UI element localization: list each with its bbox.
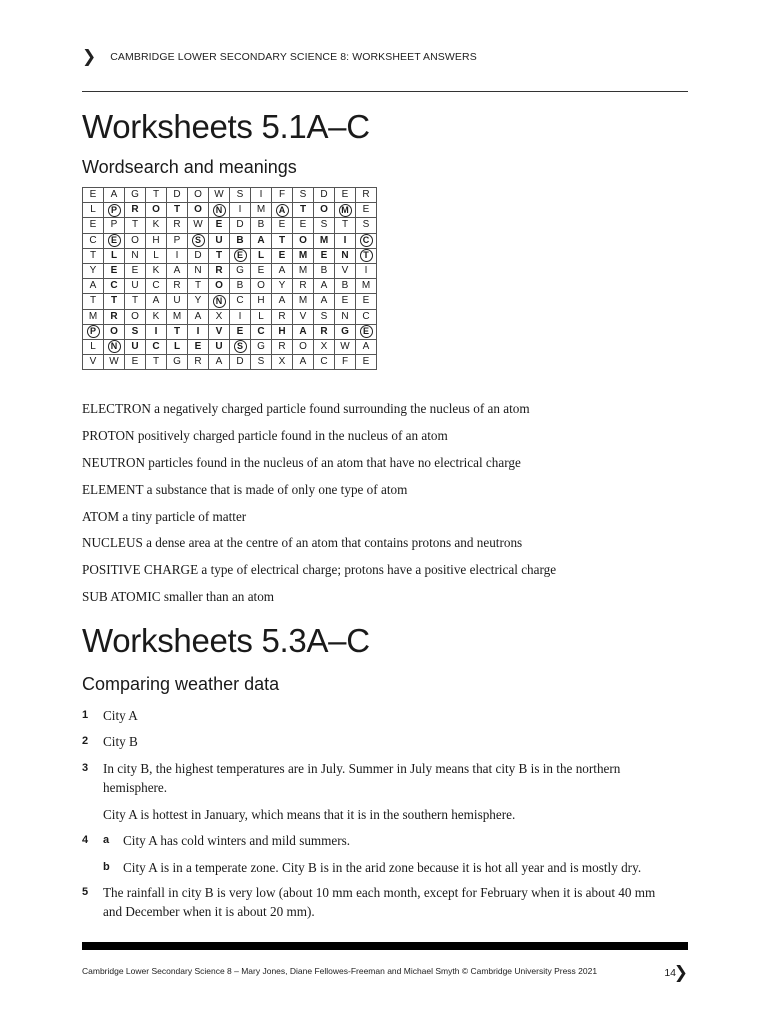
- wordsearch-cell: [104, 339, 125, 354]
- wordsearch-cell: C: [83, 233, 104, 248]
- definition-item: ELEMENT a substance that is made of only one type of atom: [82, 481, 408, 497]
- wordsearch-cell: R: [125, 203, 146, 218]
- wordsearch-cell: L: [146, 248, 167, 263]
- wordsearch-cell: M: [167, 309, 188, 324]
- wordsearch-cell: F: [272, 188, 293, 203]
- wordsearch-cell: I: [335, 233, 356, 248]
- header-title: CAMBRIDGE LOWER SECONDARY SCIENCE 8: WORKSHEET ANSWERS: [110, 51, 477, 63]
- definition-item: SUB ATOMIC smaller than an atom: [82, 589, 275, 605]
- wordsearch-cell: R: [272, 339, 293, 354]
- definition-item: PROTON positively charged particle found in the nucleus of an atom: [82, 427, 448, 443]
- wordsearch-cell: [335, 203, 356, 218]
- wordsearch-cell: C: [314, 355, 335, 370]
- wordsearch-cell: G: [167, 355, 188, 370]
- wordsearch-cell: O: [125, 309, 146, 324]
- definition-item: POSITIVE CHARGE a type of electrical charge; protons have a positive electrical charge: [82, 562, 557, 578]
- wordsearch-cell: R: [104, 309, 125, 324]
- circled-letter: T: [360, 249, 373, 262]
- wordsearch-cell: T: [125, 218, 146, 233]
- wordsearch-cell: A: [356, 339, 377, 354]
- wordsearch-cell: K: [146, 309, 167, 324]
- wordsearch-cell: T: [146, 355, 167, 370]
- wordsearch-cell: A: [146, 294, 167, 309]
- wordsearch-cell: U: [209, 233, 230, 248]
- wordsearch-cell: [356, 324, 377, 339]
- section-subtitle: Comparing weather data: [82, 674, 280, 694]
- wordsearch-cell: A: [314, 279, 335, 294]
- wordsearch-cell: U: [125, 279, 146, 294]
- wordsearch-row: [83, 263, 377, 278]
- wordsearch-cell: T: [188, 279, 209, 294]
- section-title: Worksheets 5.1A–C: [82, 108, 370, 145]
- wordsearch-cell: C: [146, 339, 167, 354]
- wordsearch-cell: [188, 233, 209, 248]
- wordsearch-cell: D: [230, 218, 251, 233]
- wordsearch-cell: S: [314, 309, 335, 324]
- wordsearch-cell: L: [167, 339, 188, 354]
- wordsearch-cell: G: [251, 339, 272, 354]
- definition-item: ATOM a tiny particle of matter: [82, 508, 247, 524]
- wordsearch-cell: [83, 324, 104, 339]
- answer-number: 1: [82, 709, 89, 721]
- wordsearch-row: [83, 203, 377, 218]
- wordsearch-cell: S: [230, 188, 251, 203]
- wordsearch-cell: T: [167, 324, 188, 339]
- wordsearch-cell: E: [104, 263, 125, 278]
- wordsearch-cell: E: [83, 188, 104, 203]
- wordsearch-row: [83, 355, 377, 370]
- wordsearch-row: [83, 324, 377, 339]
- wordsearch-cell: E: [335, 294, 356, 309]
- wordsearch-cell: Y: [272, 279, 293, 294]
- wordsearch-cell: M: [251, 203, 272, 218]
- page-footer: [82, 964, 688, 986]
- wordsearch-cell: R: [293, 279, 314, 294]
- answer-text: City A is in a temperate zone. City B is in the arid zone because it is hot all year and is mostly dry.: [123, 860, 642, 875]
- wordsearch-cell: W: [104, 355, 125, 370]
- wordsearch-cell: A: [293, 324, 314, 339]
- wordsearch-cell: R: [356, 188, 377, 203]
- wordsearch-cell: [230, 248, 251, 263]
- wordsearch-cell: M: [293, 294, 314, 309]
- wordsearch-cell: R: [167, 279, 188, 294]
- wordsearch-cell: I: [251, 188, 272, 203]
- wordsearch-cell: U: [209, 339, 230, 354]
- wordsearch-cell: P: [167, 233, 188, 248]
- wordsearch-cell: N: [335, 248, 356, 263]
- wordsearch-cell: E: [272, 218, 293, 233]
- wordsearch-cell: O: [125, 233, 146, 248]
- wordsearch-cell: D: [188, 248, 209, 263]
- circled-letter: A: [276, 204, 289, 217]
- answer-text: The rainfall in city B is very low (about 10 mm each month, except for February when it is about 40 mm and December when it is about 20 mm).: [103, 885, 656, 919]
- answer-part-label: a: [103, 834, 110, 846]
- wordsearch-cell: [104, 233, 125, 248]
- wordsearch-cell: A: [188, 309, 209, 324]
- wordsearch-cell: O: [188, 188, 209, 203]
- wordsearch-cell: R: [272, 309, 293, 324]
- wordsearch-row: [83, 188, 377, 203]
- circled-letter: P: [87, 325, 100, 338]
- wordsearch-cell: E: [335, 188, 356, 203]
- wordsearch-cell: [209, 203, 230, 218]
- wordsearch-grid: [82, 187, 377, 370]
- wordsearch-cell: I: [167, 248, 188, 263]
- wordsearch-cell: O: [293, 233, 314, 248]
- wordsearch-cell: W: [188, 218, 209, 233]
- wordsearch-cell: Y: [188, 294, 209, 309]
- wordsearch-cell: O: [293, 339, 314, 354]
- circled-letter: N: [213, 295, 226, 308]
- wordsearch-cell: V: [335, 263, 356, 278]
- wordsearch-cell: A: [272, 263, 293, 278]
- answer-text: In city B, the highest temperatures are in July. Summer in July means that city B is in the northern hemisphere.: [103, 761, 621, 795]
- wordsearch-cell: A: [167, 263, 188, 278]
- wordsearch-cell: G: [335, 324, 356, 339]
- circled-letter: M: [339, 204, 352, 217]
- wordsearch-cell: L: [104, 248, 125, 263]
- circled-letter: S: [234, 340, 247, 353]
- wordsearch-cell: E: [251, 263, 272, 278]
- wordsearch-cell: E: [230, 324, 251, 339]
- wordsearch-cell: U: [125, 339, 146, 354]
- circled-letter: E: [234, 249, 247, 262]
- wordsearch-cell: T: [146, 188, 167, 203]
- wordsearch-cell: C: [230, 294, 251, 309]
- wordsearch-cell: N: [335, 309, 356, 324]
- answer-part-label: b: [103, 861, 110, 873]
- wordsearch-cell: G: [125, 188, 146, 203]
- wordsearch-cell: E: [356, 294, 377, 309]
- wordsearch-cell: T: [83, 248, 104, 263]
- wordsearch-cell: T: [167, 203, 188, 218]
- wordsearch-cell: I: [146, 324, 167, 339]
- circled-letter: P: [108, 204, 121, 217]
- wordsearch-cell: D: [167, 188, 188, 203]
- wordsearch-row: [83, 248, 377, 263]
- wordsearch-cell: X: [314, 339, 335, 354]
- wordsearch-cell: R: [209, 263, 230, 278]
- chevron-right-icon: ❯: [82, 47, 97, 67]
- wordsearch-cell: B: [314, 263, 335, 278]
- footer-citation: Cambridge Lower Secondary Science 8 – Mary Jones, Diane Fellowes-Freeman and Michael Smyth © Cambridge University Press 2021: [82, 966, 598, 976]
- wordsearch-cell: E: [209, 218, 230, 233]
- circled-letter: N: [213, 204, 226, 217]
- wordsearch-cell: O: [314, 203, 335, 218]
- wordsearch-cell: E: [188, 339, 209, 354]
- wordsearch-cell: [104, 203, 125, 218]
- wordsearch-cell: B: [230, 233, 251, 248]
- wordsearch-cell: A: [272, 294, 293, 309]
- wordsearch-cell: I: [230, 309, 251, 324]
- circled-letter: S: [192, 234, 205, 247]
- wordsearch-cell: T: [104, 294, 125, 309]
- wordsearch-cell: K: [146, 263, 167, 278]
- chevron-right-icon[interactable]: ❯: [673, 963, 688, 983]
- circled-letter: E: [108, 234, 121, 247]
- wordsearch-cell: X: [209, 309, 230, 324]
- wordsearch-row: [83, 279, 377, 294]
- wordsearch-cell: [230, 339, 251, 354]
- wordsearch-cell: L: [83, 339, 104, 354]
- wordsearch-cell: [209, 294, 230, 309]
- wordsearch-cell: K: [146, 218, 167, 233]
- circled-letter: E: [360, 325, 373, 338]
- wordsearch-cell: D: [314, 188, 335, 203]
- wordsearch-cell: I: [188, 324, 209, 339]
- wordsearch-cell: L: [251, 309, 272, 324]
- wordsearch-cell: V: [209, 324, 230, 339]
- wordsearch-cell: H: [251, 294, 272, 309]
- wordsearch-cell: M: [356, 279, 377, 294]
- wordsearch-row: [83, 294, 377, 309]
- answer-text: City B: [103, 734, 138, 749]
- section-title: Worksheets 5.3A–C: [82, 622, 370, 659]
- wordsearch-cell: T: [125, 294, 146, 309]
- wordsearch-cell: C: [104, 279, 125, 294]
- wordsearch-cell: H: [272, 324, 293, 339]
- wordsearch-cell: A: [83, 279, 104, 294]
- wordsearch-cell: C: [251, 324, 272, 339]
- wordsearch-cell: B: [230, 279, 251, 294]
- wordsearch-cell: [272, 203, 293, 218]
- wordsearch-cell: T: [83, 294, 104, 309]
- wordsearch-cell: R: [167, 218, 188, 233]
- circled-letter: C: [360, 234, 373, 247]
- header-divider: [82, 91, 688, 92]
- wordsearch-cell: O: [251, 279, 272, 294]
- wordsearch-cell: M: [314, 233, 335, 248]
- wordsearch-cell: I: [356, 263, 377, 278]
- page-number: 14: [664, 967, 676, 979]
- page-header: [82, 46, 477, 68]
- footer-bar: [82, 942, 688, 950]
- answer-text: City A: [103, 708, 138, 723]
- answer-number: 4: [82, 834, 89, 846]
- wordsearch-cell: N: [188, 263, 209, 278]
- wordsearch-cell: E: [272, 248, 293, 263]
- definition-item: NUCLEUS a dense area at the centre of an atom that contains protons and neutrons: [82, 535, 523, 551]
- wordsearch-cell: D: [230, 355, 251, 370]
- wordsearch-cell: O: [209, 279, 230, 294]
- answer-text: City A is hottest in January, which means that it is in the southern hemisphere.: [103, 807, 516, 822]
- wordsearch-cell: O: [188, 203, 209, 218]
- definition-item: ELECTRON a negatively charged particle found surrounding the nucleus of an atom: [82, 401, 530, 416]
- wordsearch-cell: A: [251, 233, 272, 248]
- wordsearch-cell: L: [83, 203, 104, 218]
- wordsearch-cell: F: [335, 355, 356, 370]
- wordsearch-cell: B: [335, 279, 356, 294]
- wordsearch-cell: M: [83, 309, 104, 324]
- wordsearch-cell: E: [356, 203, 377, 218]
- wordsearch-cell: T: [272, 233, 293, 248]
- wordsearch-cell: T: [335, 218, 356, 233]
- definitions-list: [82, 399, 692, 614]
- wordsearch-cell: S: [314, 218, 335, 233]
- wordsearch-cell: S: [251, 355, 272, 370]
- wordsearch-cell: E: [83, 218, 104, 233]
- wordsearch-cell: W: [209, 188, 230, 203]
- wordsearch-cell: U: [167, 294, 188, 309]
- wordsearch-cell: T: [293, 203, 314, 218]
- wordsearch-cell: I: [230, 203, 251, 218]
- wordsearch-cell: L: [251, 248, 272, 263]
- wordsearch-cell: M: [293, 263, 314, 278]
- wordsearch-cell: H: [146, 233, 167, 248]
- wordsearch-cell: Y: [83, 263, 104, 278]
- answer-number: 2: [82, 735, 89, 747]
- wordsearch-cell: A: [209, 355, 230, 370]
- wordsearch-cell: N: [125, 248, 146, 263]
- wordsearch-row: [83, 218, 377, 233]
- wordsearch-cell: E: [314, 248, 335, 263]
- wordsearch-cell: A: [293, 355, 314, 370]
- wordsearch-cell: A: [314, 294, 335, 309]
- wordsearch-cell: [356, 248, 377, 263]
- wordsearch-cell: W: [335, 339, 356, 354]
- wordsearch-cell: S: [356, 218, 377, 233]
- answer-number: 3: [82, 762, 89, 774]
- wordsearch-cell: R: [188, 355, 209, 370]
- wordsearch-cell: O: [104, 324, 125, 339]
- wordsearch-cell: S: [125, 324, 146, 339]
- wordsearch-cell: R: [314, 324, 335, 339]
- wordsearch-cell: V: [83, 355, 104, 370]
- wordsearch-cell: O: [146, 203, 167, 218]
- wordsearch-cell: C: [146, 279, 167, 294]
- circled-letter: N: [108, 340, 121, 353]
- wordsearch-cell: G: [230, 263, 251, 278]
- wordsearch-cell: V: [293, 309, 314, 324]
- wordsearch-cell: C: [356, 309, 377, 324]
- wordsearch-cell: E: [125, 263, 146, 278]
- wordsearch-cell: E: [356, 355, 377, 370]
- answer-text: City A has cold winters and mild summers.: [123, 833, 351, 848]
- wordsearch-cell: [356, 233, 377, 248]
- wordsearch-cell: E: [293, 218, 314, 233]
- wordsearch-row: [83, 233, 377, 248]
- wordsearch-cell: X: [272, 355, 293, 370]
- wordsearch-row: [83, 309, 377, 324]
- wordsearch-cell: S: [293, 188, 314, 203]
- section-subtitle: Wordsearch and meanings: [82, 157, 297, 177]
- wordsearch-cell: E: [125, 355, 146, 370]
- wordsearch-cell: P: [104, 218, 125, 233]
- wordsearch-cell: B: [251, 218, 272, 233]
- answer-number: 5: [82, 886, 89, 898]
- wordsearch-cell: A: [104, 188, 125, 203]
- wordsearch-row: [83, 339, 377, 354]
- wordsearch-cell: T: [209, 248, 230, 263]
- wordsearch-cell: M: [293, 248, 314, 263]
- definition-item: NEUTRON particles found in the nucleus of an atom that have no electrical charge: [82, 454, 521, 470]
